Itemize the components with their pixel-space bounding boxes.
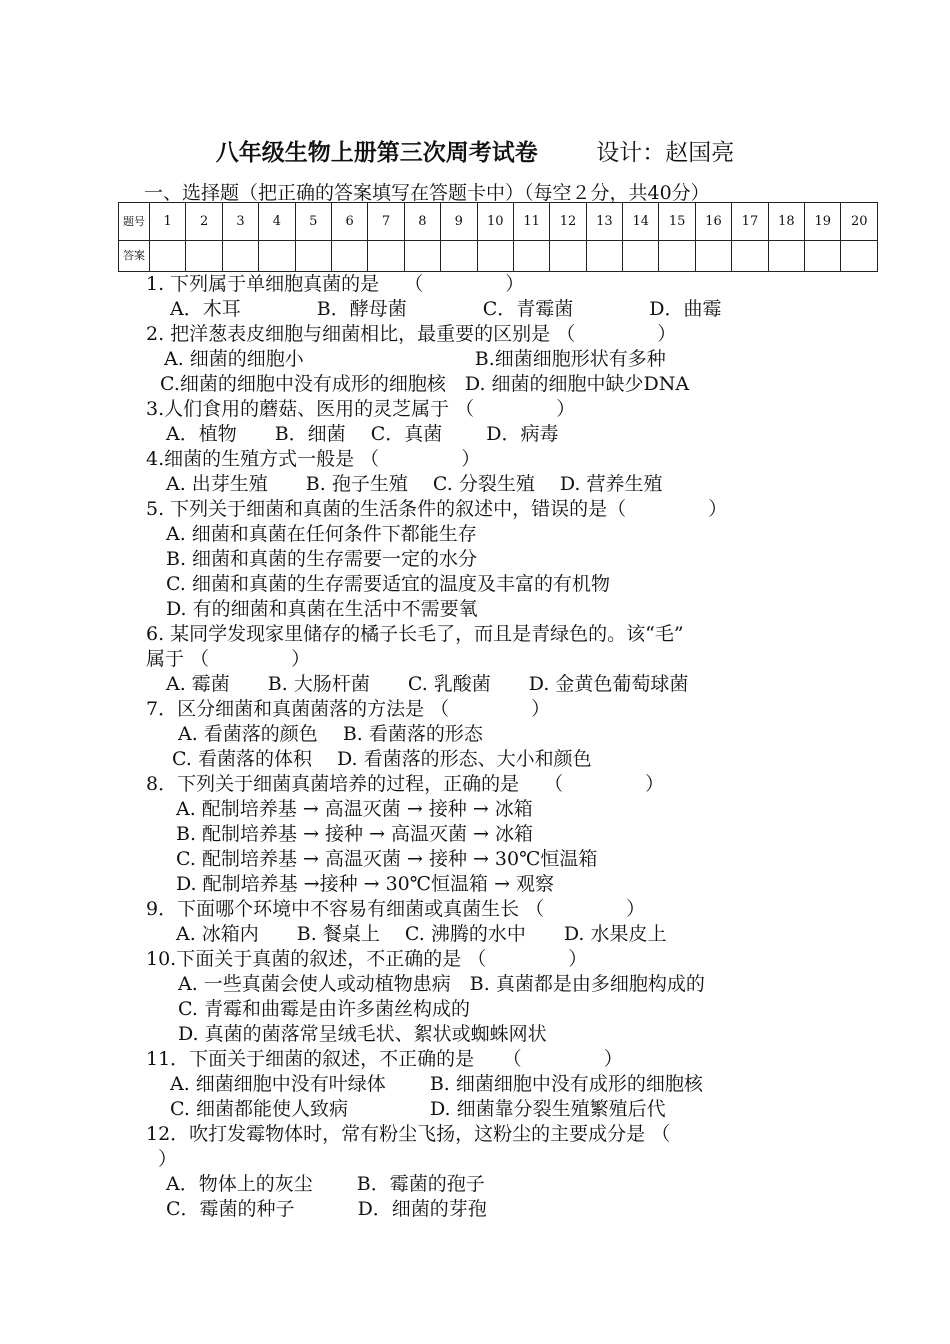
designer-text: 设计：赵国亮	[596, 140, 735, 166]
answer-cell[interactable]	[404, 241, 440, 272]
question-line: A．植物 B．细菌 C．真菌 D．病毒	[166, 423, 559, 445]
answer-cell[interactable]	[441, 241, 477, 272]
question-line: A. 霉菌 B. 大肠杆菌 C. 乳酸菌 D. 金黄色葡萄球菌	[166, 673, 689, 695]
answer-cell[interactable]	[623, 241, 659, 272]
answer-card-number: 15	[659, 203, 695, 241]
answer-cell[interactable]	[331, 241, 367, 272]
question-line: 2. 把洋葱表皮细胞与细菌相比，最重要的区别是 （ ）	[146, 323, 677, 345]
answer-cell[interactable]	[550, 241, 586, 272]
answer-card-number: 1	[150, 203, 186, 241]
question-line: 属于 （ ）	[146, 648, 311, 670]
answer-card-number: 19	[805, 203, 841, 241]
question-line: A. 看菌落的颜色 B. 看菌落的形态	[178, 723, 483, 745]
question-line: C. 配制培养基 → 高温灭菌 → 接种 → 30℃恒温箱	[176, 848, 598, 870]
answer-cell[interactable]	[732, 241, 768, 272]
question-line: 3.人们食用的蘑菇、医用的灵芝属于 （ ）	[146, 398, 576, 420]
answer-cell[interactable]	[259, 241, 295, 272]
question-line: C. 细菌都能使人致病 D. 细菌靠分裂生殖繁殖后代	[170, 1098, 666, 1120]
answer-card-number: 11	[513, 203, 549, 241]
question-line: C．霉菌的种子 D．细菌的芽孢	[166, 1198, 487, 1220]
question-line: 1. 下列属于单细胞真菌的是 （ ）	[146, 273, 525, 295]
answer-card-number: 3	[222, 203, 258, 241]
answer-card-row-label: 题号	[119, 203, 150, 241]
answer-card-number: 8	[404, 203, 440, 241]
question-line: A. 细菌和真菌在任何条件下都能生存	[166, 523, 477, 545]
answer-card-number-row	[119, 203, 878, 241]
answer-cell[interactable]	[477, 241, 513, 272]
answer-cell[interactable]	[368, 241, 404, 272]
answer-cell[interactable]	[659, 241, 695, 272]
question-line: A．物体上的灰尘 B．霉菌的孢子	[166, 1173, 485, 1195]
question-line: 12．吹打发霉物体时，常有粉尘飞扬，这粉尘的主要成分是 （	[146, 1123, 671, 1145]
answer-card-number: 13	[586, 203, 622, 241]
question-line: A. 配制培养基 → 高温灭菌 → 接种 → 冰箱	[176, 798, 533, 820]
exam-title	[0, 134, 950, 167]
answer-card-number: 6	[331, 203, 367, 241]
title-text: 八年级生物上册第三次周考试卷	[215, 139, 538, 166]
answer-card-table	[118, 202, 878, 272]
question-line: 9．下面哪个环境中不容易有细菌或真菌生长 （ ）	[146, 898, 646, 920]
answer-card-answer-row	[119, 241, 878, 272]
answer-card-number: 10	[477, 203, 513, 241]
question-line: A. 冰箱内 B. 餐桌上 C. 沸腾的水中 D. 水果皮上	[176, 923, 667, 945]
question-line: A. 细菌的细胞小 B.细菌细胞形状有多种	[164, 348, 666, 370]
question-line: 6. 某同学发现家里储存的橘子长毛了，而且是青绿色的。该“毛”	[146, 623, 684, 645]
answer-cell[interactable]	[222, 241, 258, 272]
answer-card-number: 14	[623, 203, 659, 241]
answer-card-number: 18	[768, 203, 804, 241]
answer-cell[interactable]	[186, 241, 222, 272]
question-line: 10.下面关于真菌的叙述，不正确的是 （ ）	[146, 948, 588, 970]
question-line: 7．区分细菌和真菌菌落的方法是 （ ）	[146, 698, 551, 720]
answer-cell[interactable]	[841, 241, 878, 272]
answer-cell[interactable]	[805, 241, 841, 272]
answer-card-number: 4	[259, 203, 295, 241]
answer-card-number: 20	[841, 203, 878, 241]
question-line: 11．下面关于细菌的叙述，不正确的是 （ ）	[146, 1048, 623, 1070]
answer-card-number: 5	[295, 203, 331, 241]
question-line: B. 配制培养基 → 接种 → 高温灭菌 → 冰箱	[176, 823, 534, 845]
question-line: C. 细菌和真菌的生存需要适宜的温度及丰富的有机物	[166, 573, 610, 595]
question-line: C. 看菌落的体积 D. 看菌落的形态、大小和颜色	[172, 748, 592, 770]
answer-cell[interactable]	[586, 241, 622, 272]
question-line: A. 细菌细胞中没有叶绿体 B. 细菌细胞中没有成形的细胞核	[170, 1073, 703, 1095]
answer-card-number: 2	[186, 203, 222, 241]
answer-cell[interactable]	[768, 241, 804, 272]
answer-cell[interactable]	[295, 241, 331, 272]
answer-card-number: 17	[732, 203, 768, 241]
question-line: B. 细菌和真菌的生存需要一定的水分	[166, 548, 478, 570]
answer-cell[interactable]	[695, 241, 731, 272]
answer-card-number: 7	[368, 203, 404, 241]
section-heading: 一、选择题（把正确的答案填写在答题卡中）（每空２分，共40分）	[144, 182, 710, 204]
question-line: C.细菌的细胞中没有成形的细胞核 D. 细菌的细胞中缺少DNA	[160, 373, 690, 395]
question-line: 8．下列关于细菌真菌培养的过程，正确的是 （ ）	[146, 773, 665, 795]
question-line: 5. 下列关于细菌和真菌的生活条件的叙述中，错误的是（ ）	[146, 498, 728, 520]
question-line: D. 真菌的菌落常呈绒毛状、絮状或蜘蛛网状	[178, 1023, 547, 1045]
question-line: A. 出芽生殖 B. 孢子生殖 C. 分裂生殖 D. 营养生殖	[166, 473, 663, 495]
question-line: ）	[158, 1148, 178, 1170]
question-line: A．木耳 B．酵母菌 C．青霉菌 D．曲霉	[164, 298, 722, 320]
question-line: D. 配制培养基 →接种 → 30℃恒温箱 → 观察	[176, 873, 555, 895]
answer-card-number: 16	[695, 203, 731, 241]
answer-card-number: 12	[550, 203, 586, 241]
answer-cell[interactable]	[513, 241, 549, 272]
question-line: 4.细菌的生殖方式一般是 （ ）	[146, 448, 481, 470]
answer-cell[interactable]	[150, 241, 186, 272]
question-line: C. 青霉和曲霉是由许多菌丝构成的	[178, 998, 470, 1020]
answer-card-number: 9	[441, 203, 477, 241]
question-line: D. 有的细菌和真菌在生活中不需要氧	[166, 598, 478, 620]
question-line: A. 一些真菌会使人或动植物患病 B. 真菌都是由多细胞构成的	[178, 973, 705, 995]
answer-card-row-label: 答案	[119, 241, 150, 272]
